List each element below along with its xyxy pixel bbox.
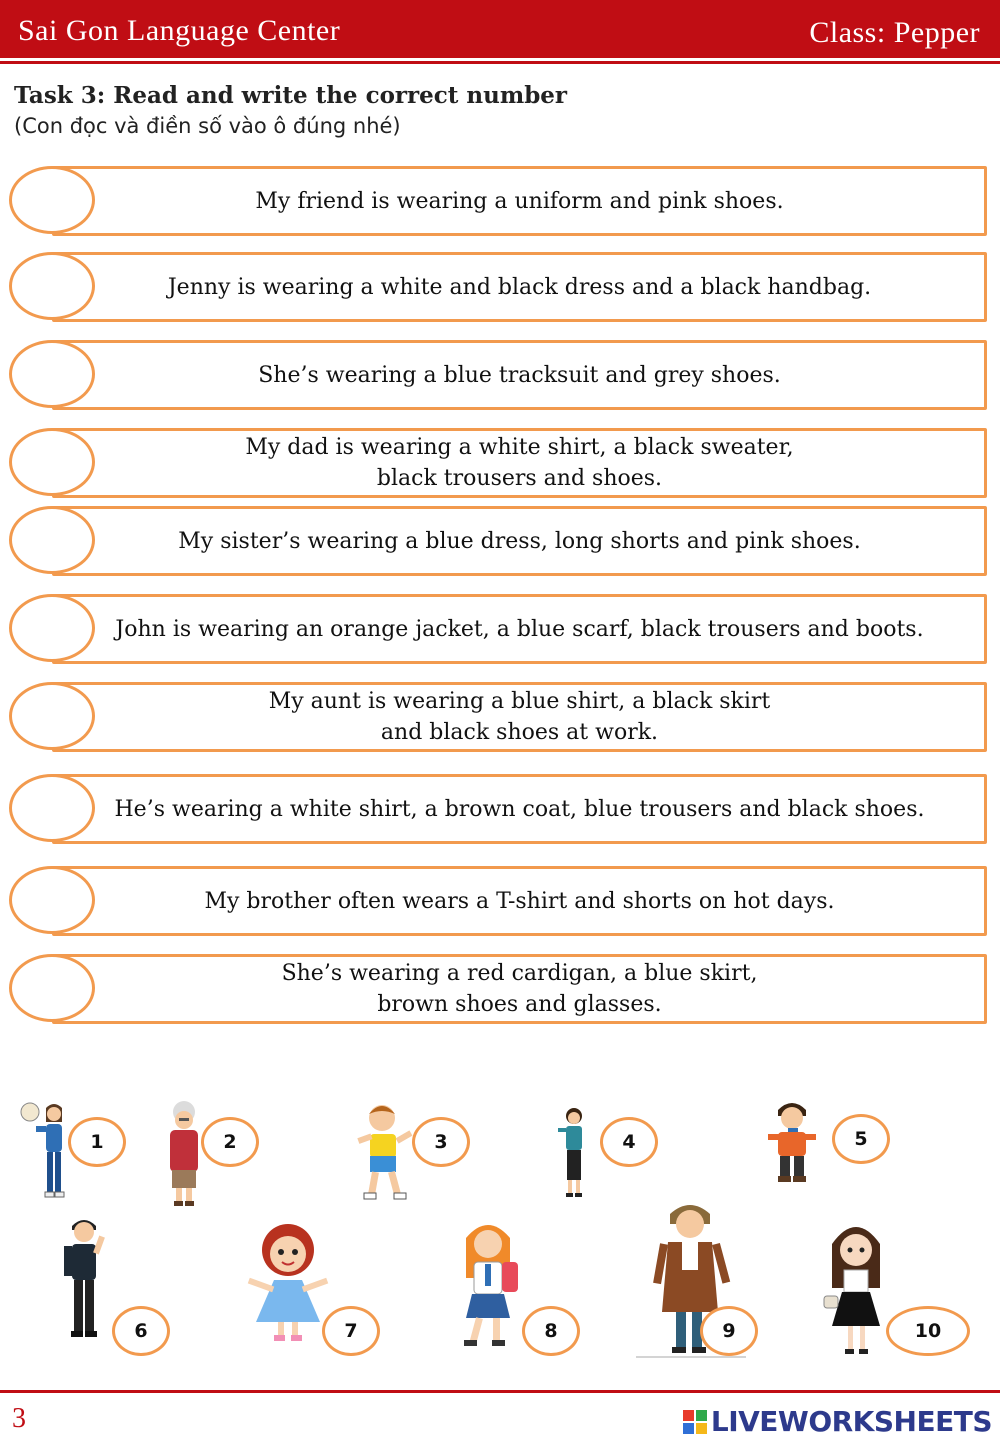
task-title: Task 3: Read and write the correct number bbox=[14, 82, 568, 109]
liveworksheets-icon bbox=[683, 1410, 707, 1434]
man-sweater-picture bbox=[58, 1214, 114, 1342]
picture-number-10: 10 bbox=[886, 1306, 970, 1356]
task-subtitle: (Con đọc và điền số vào ô đúng nhé) bbox=[14, 114, 401, 138]
answer-input-4[interactable] bbox=[9, 428, 95, 496]
class-label: Class: Pepper bbox=[809, 16, 980, 49]
picture-number-7: 7 bbox=[322, 1306, 380, 1356]
header-bar bbox=[0, 0, 1000, 58]
picture-number-4: 4 bbox=[600, 1117, 658, 1167]
page-number: 3 bbox=[12, 1403, 26, 1434]
sentence-row-10 bbox=[0, 954, 1000, 1024]
sentence-text: She’s wearing a blue tracksuit and grey shoes. bbox=[258, 362, 781, 388]
sentence-text: She’s wearing a red cardigan, a blue skirt, brown shoes and glasses. bbox=[281, 961, 758, 1017]
sentence-text: My dad is wearing a white shirt, a black sweater, black trousers and shoes. bbox=[245, 435, 794, 491]
answer-input-3[interactable] bbox=[9, 340, 95, 408]
sentence-row-1 bbox=[0, 166, 1000, 236]
picture-number-1: 1 bbox=[68, 1117, 126, 1167]
sentence-row-7 bbox=[0, 682, 1000, 752]
answer-input-8[interactable] bbox=[9, 774, 95, 842]
brand-name: LIVEWORKSHEETS bbox=[710, 1405, 992, 1438]
brand-logo bbox=[683, 1405, 992, 1438]
sentence-row-5 bbox=[0, 506, 1000, 576]
sentence-text: Jenny is wearing a white and black dress and a black handbag. bbox=[167, 274, 872, 300]
sentence-row-9 bbox=[0, 866, 1000, 936]
sentence-row-4 bbox=[0, 428, 1000, 498]
picture-number-6: 6 bbox=[112, 1306, 170, 1356]
answer-input-7[interactable] bbox=[9, 682, 95, 750]
answer-input-5[interactable] bbox=[9, 506, 95, 574]
answer-input-6[interactable] bbox=[9, 594, 95, 662]
center-name: Sai Gon Language Center bbox=[18, 14, 341, 47]
answer-input-2[interactable] bbox=[9, 252, 95, 320]
sentence-box bbox=[52, 428, 987, 498]
sentence-text: John is wearing an orange jacket, a blue scarf, black trousers and boots. bbox=[115, 616, 924, 642]
footer-divider bbox=[0, 1390, 1000, 1393]
picture-number-5: 5 bbox=[832, 1114, 890, 1164]
grandmother-picture bbox=[160, 1098, 208, 1208]
picture-number-9: 9 bbox=[700, 1306, 758, 1356]
answer-input-1[interactable] bbox=[9, 166, 95, 234]
picture-number-8: 8 bbox=[522, 1306, 580, 1356]
sentence-text: My sister’s wearing a blue dress, long shorts and pink shoes. bbox=[178, 528, 861, 554]
sentence-text: My aunt is wearing a blue shirt, a black skirt and black shoes at work. bbox=[268, 689, 771, 745]
answer-input-9[interactable] bbox=[9, 866, 95, 934]
sentence-row-2 bbox=[0, 252, 1000, 322]
picture-number-3: 3 bbox=[412, 1117, 470, 1167]
sentence-box bbox=[52, 954, 987, 1024]
schoolgirl-picture bbox=[452, 1218, 526, 1354]
sentence-text: My brother often wears a T-shirt and shorts on hot days. bbox=[204, 888, 835, 914]
sentence-box bbox=[52, 506, 987, 576]
sentence-box bbox=[52, 866, 987, 936]
sentence-text: He’s wearing a white shirt, a brown coat, blue trousers and black shoes. bbox=[114, 796, 925, 822]
boy-orange-jacket-picture bbox=[762, 1098, 822, 1184]
sentence-row-8 bbox=[0, 774, 1000, 844]
sentence-box bbox=[52, 682, 987, 752]
answer-input-10[interactable] bbox=[9, 954, 95, 1022]
header-divider bbox=[0, 61, 1000, 64]
sentence-box bbox=[52, 252, 987, 322]
sentence-row-3 bbox=[0, 340, 1000, 410]
sentence-row-6 bbox=[0, 594, 1000, 664]
sentence-box bbox=[52, 594, 987, 664]
girl-black-dress-picture bbox=[818, 1220, 894, 1360]
picture-number-2: 2 bbox=[201, 1117, 259, 1167]
sentence-box bbox=[52, 166, 987, 236]
boy-tshirt-picture bbox=[350, 1100, 420, 1206]
sentence-box bbox=[52, 340, 987, 410]
sentence-box bbox=[52, 774, 987, 844]
woman-office-picture bbox=[552, 1104, 596, 1200]
sentence-text: My friend is wearing a uniform and pink shoes. bbox=[255, 188, 784, 214]
